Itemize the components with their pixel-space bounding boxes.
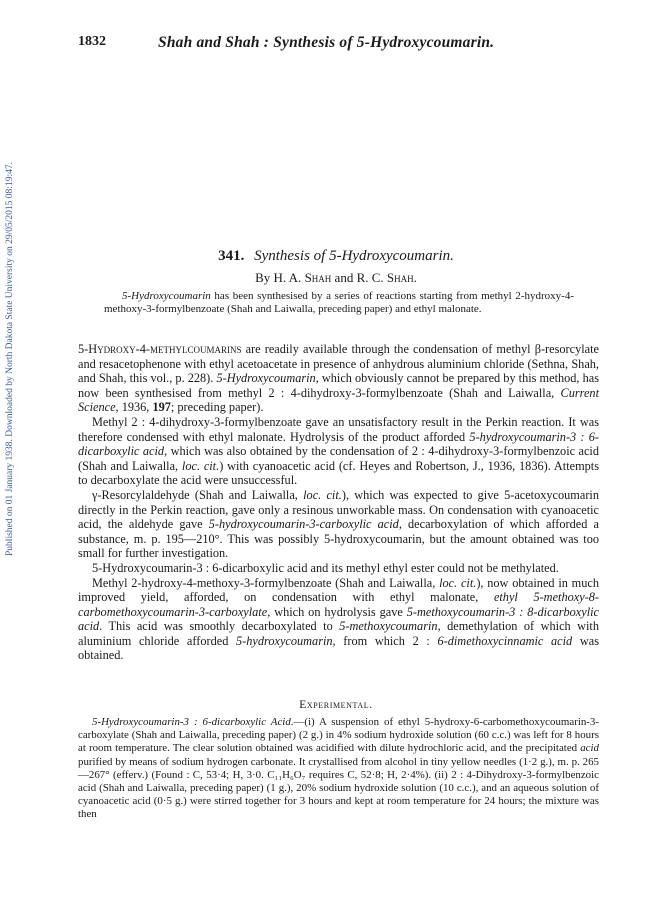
compound-name: 5-hydroxycoumarin-3-carboxylic acid	[208, 517, 399, 532]
experimental-paragraph	[78, 716, 599, 822]
compound-name: 5-hydroxycoumarin-3 : 6-dicarboxylic acid	[78, 429, 599, 459]
compound-name: 5-Hydroxycoumarin	[216, 371, 316, 386]
text-run: , which was also obtained by the condensation of 2 : 4-dihydroxy-3-formylbenzoic acid (Shah and Laiwalla,	[78, 444, 599, 473]
abstract-italic: 5-Hydroxycoumarin	[122, 290, 211, 302]
text-run: γ-Resorcylaldehyde (Shah and Laiwalla,	[92, 487, 304, 502]
lead-in: 5-Hydroxy-4-methylcoumarins	[78, 342, 242, 356]
compound-heading: 5-Hydroxycoumarin-3 : 6-dicarboxylic Acid	[92, 716, 291, 728]
text-run: purified by means of sodium hydrogen carbonate. It crystallised from alcohol in tiny yellow needles (1·2 g.), m. p. 265—267° (efferv.) (Found : C, 53·4; H, 3·0. C₁₁H₆O₇ requires C, 52·8; H, 2·4%). (ii) 2 : 4-Dihydroxy-3-formylbenzoic acid (Shah and Laiwalla, preceding paper) (1 g.), 20% sodium hydroxide solution (10 c.c.), and an aqueous solution of cyanoacetic acid (0·5 g.) were stirred together for 3 hours and kept at room temperature for 24 hours; the mixture was then	[78, 755, 599, 821]
byline-prefix: By H. A.	[255, 270, 302, 285]
article-number: 341.	[218, 248, 245, 264]
text-run: , which obviously cannot be prepared by this method, has now been synthesised from methyl 2 : 4-dihydroxy-3-formylbenzoate (Shah and Laiwalla,	[78, 371, 599, 400]
compound-name: 5-methoxycoumarin-3 : 8-dicarboxylic acid	[78, 604, 599, 634]
text-run: ; preceding paper).	[170, 400, 264, 415]
abstract	[104, 290, 574, 316]
download-stamp	[4, 130, 16, 590]
text-run: , from which 2 :	[332, 633, 438, 648]
text-run: ), now obtained in much improved yield, afforded, on condensation with ethyl malonate,	[78, 575, 600, 605]
article-title: Synthesis of 5-Hydroxycoumarin.	[254, 248, 454, 264]
journal-name: Current Science	[78, 385, 599, 415]
text-run: was obtained.	[78, 633, 599, 663]
body-paragraph	[78, 488, 599, 561]
body-paragraph: 5-Hydroxycoumarin-3 : 6-dicarboxylic acid and its methyl ethyl ester could not be methylated.	[92, 560, 559, 575]
body-paragraph	[78, 342, 599, 415]
body-paragraph	[78, 415, 599, 488]
text-run: . This acid was smoothly decarboxylated to	[99, 619, 340, 634]
article-heading	[0, 248, 672, 265]
author-name: Shah	[304, 270, 332, 285]
text-run: , demethylation of which with aluminium chloride afforded	[78, 619, 599, 648]
text-run: Methyl 2-hydroxy-4-methoxy-3-formylbenzoate (Shah and Laiwalla,	[92, 575, 440, 590]
section-heading-experimental: Experimental.	[299, 699, 373, 711]
running-title: Shah and Shah : Synthesis of 5-Hydroxycoumarin.	[158, 34, 495, 51]
text-run: , which on hydrolysis gave	[267, 604, 407, 619]
article-body	[78, 342, 599, 663]
volume-number: 197	[152, 400, 171, 415]
page-header	[78, 34, 598, 54]
byline-end: .	[413, 270, 417, 285]
byline	[0, 270, 672, 286]
abstract-text: has been synthesised by a series of reactions starting from methyl 2-hydroxy-4-methoxy-3-formylbenzoate (Shah and Laiwalla, preceding paper) and ethyl malonate.	[104, 290, 574, 316]
compound-name: ethyl 5-methoxy-8-carbomethoxycoumarin-3-carboxylate	[78, 590, 599, 619]
citation-ref: loc. cit.	[181, 458, 220, 473]
author-name: Shah	[386, 270, 414, 285]
page-number: 1832	[78, 34, 106, 49]
byline-and: and R. C.	[334, 270, 384, 285]
compound-name: acid	[580, 742, 599, 755]
body-paragraph	[78, 576, 599, 664]
text-run: , 1936,	[115, 400, 153, 415]
text-run: are readily available through the condensation of methyl β-resorcylate and resacetophenone with ethyl acetoacetate in presence of anhydrous aluminium chloride (Sethna, Shah, and Shah, this vol., p. 228).	[78, 342, 599, 386]
text-run: ), which was expected to give 5-acetoxycoumarin directly in the Perkin reaction, gave only a resinous unworkable mass. On condensation with cyanoacetic acid, the aldehyde gave	[78, 487, 599, 532]
text-run: ) with cyanoacetic acid (cf. Heyes and Robertson, J., 1936, 1836). Attempts to decarboxylate the acid were unsuccessful.	[78, 458, 599, 488]
abstract-paragraph	[104, 290, 574, 316]
text-run: Methyl 2 : 4-dihydroxy-3-formylbenzoate gave an unsatisfactory result in the Perkin reaction. It was therefore condensed with ethyl malonate. Hydrolysis of the product afforded	[78, 414, 599, 444]
compound-name: 5-methoxycoumarin	[339, 619, 438, 634]
citation-ref: loc. cit.	[439, 575, 477, 590]
experimental-section	[78, 716, 599, 822]
text-run: .—(i) A suspension of ethyl 5-hydroxy-6-carbomethoxycoumarin-3-carboxylate (Shah and Laiwalla, preceding paper) (2 g.) in 4% sodium hydroxide solution (60 c.c.) was left for 8 hours at room temperature. The clear solution obtained was acidified with dilute hydrochloric acid, and the precipitated	[78, 716, 599, 755]
citation-ref: loc. cit.	[303, 487, 342, 502]
download-stamp-text: Published on 01 January 1938. Downloaded by North Dakota State University on 29/05/2015 08:19:47.	[5, 162, 15, 556]
compound-name: 6-dimethoxycinnamic acid	[437, 633, 573, 648]
text-run: , decarboxylation of which afforded a substance, m. p. 195—210°. This was possibly 5-hydroxycoumarin, but the amount obtained was too small for further investigation.	[78, 517, 599, 561]
compound-name: 5-hydroxycoumarin	[236, 633, 333, 648]
